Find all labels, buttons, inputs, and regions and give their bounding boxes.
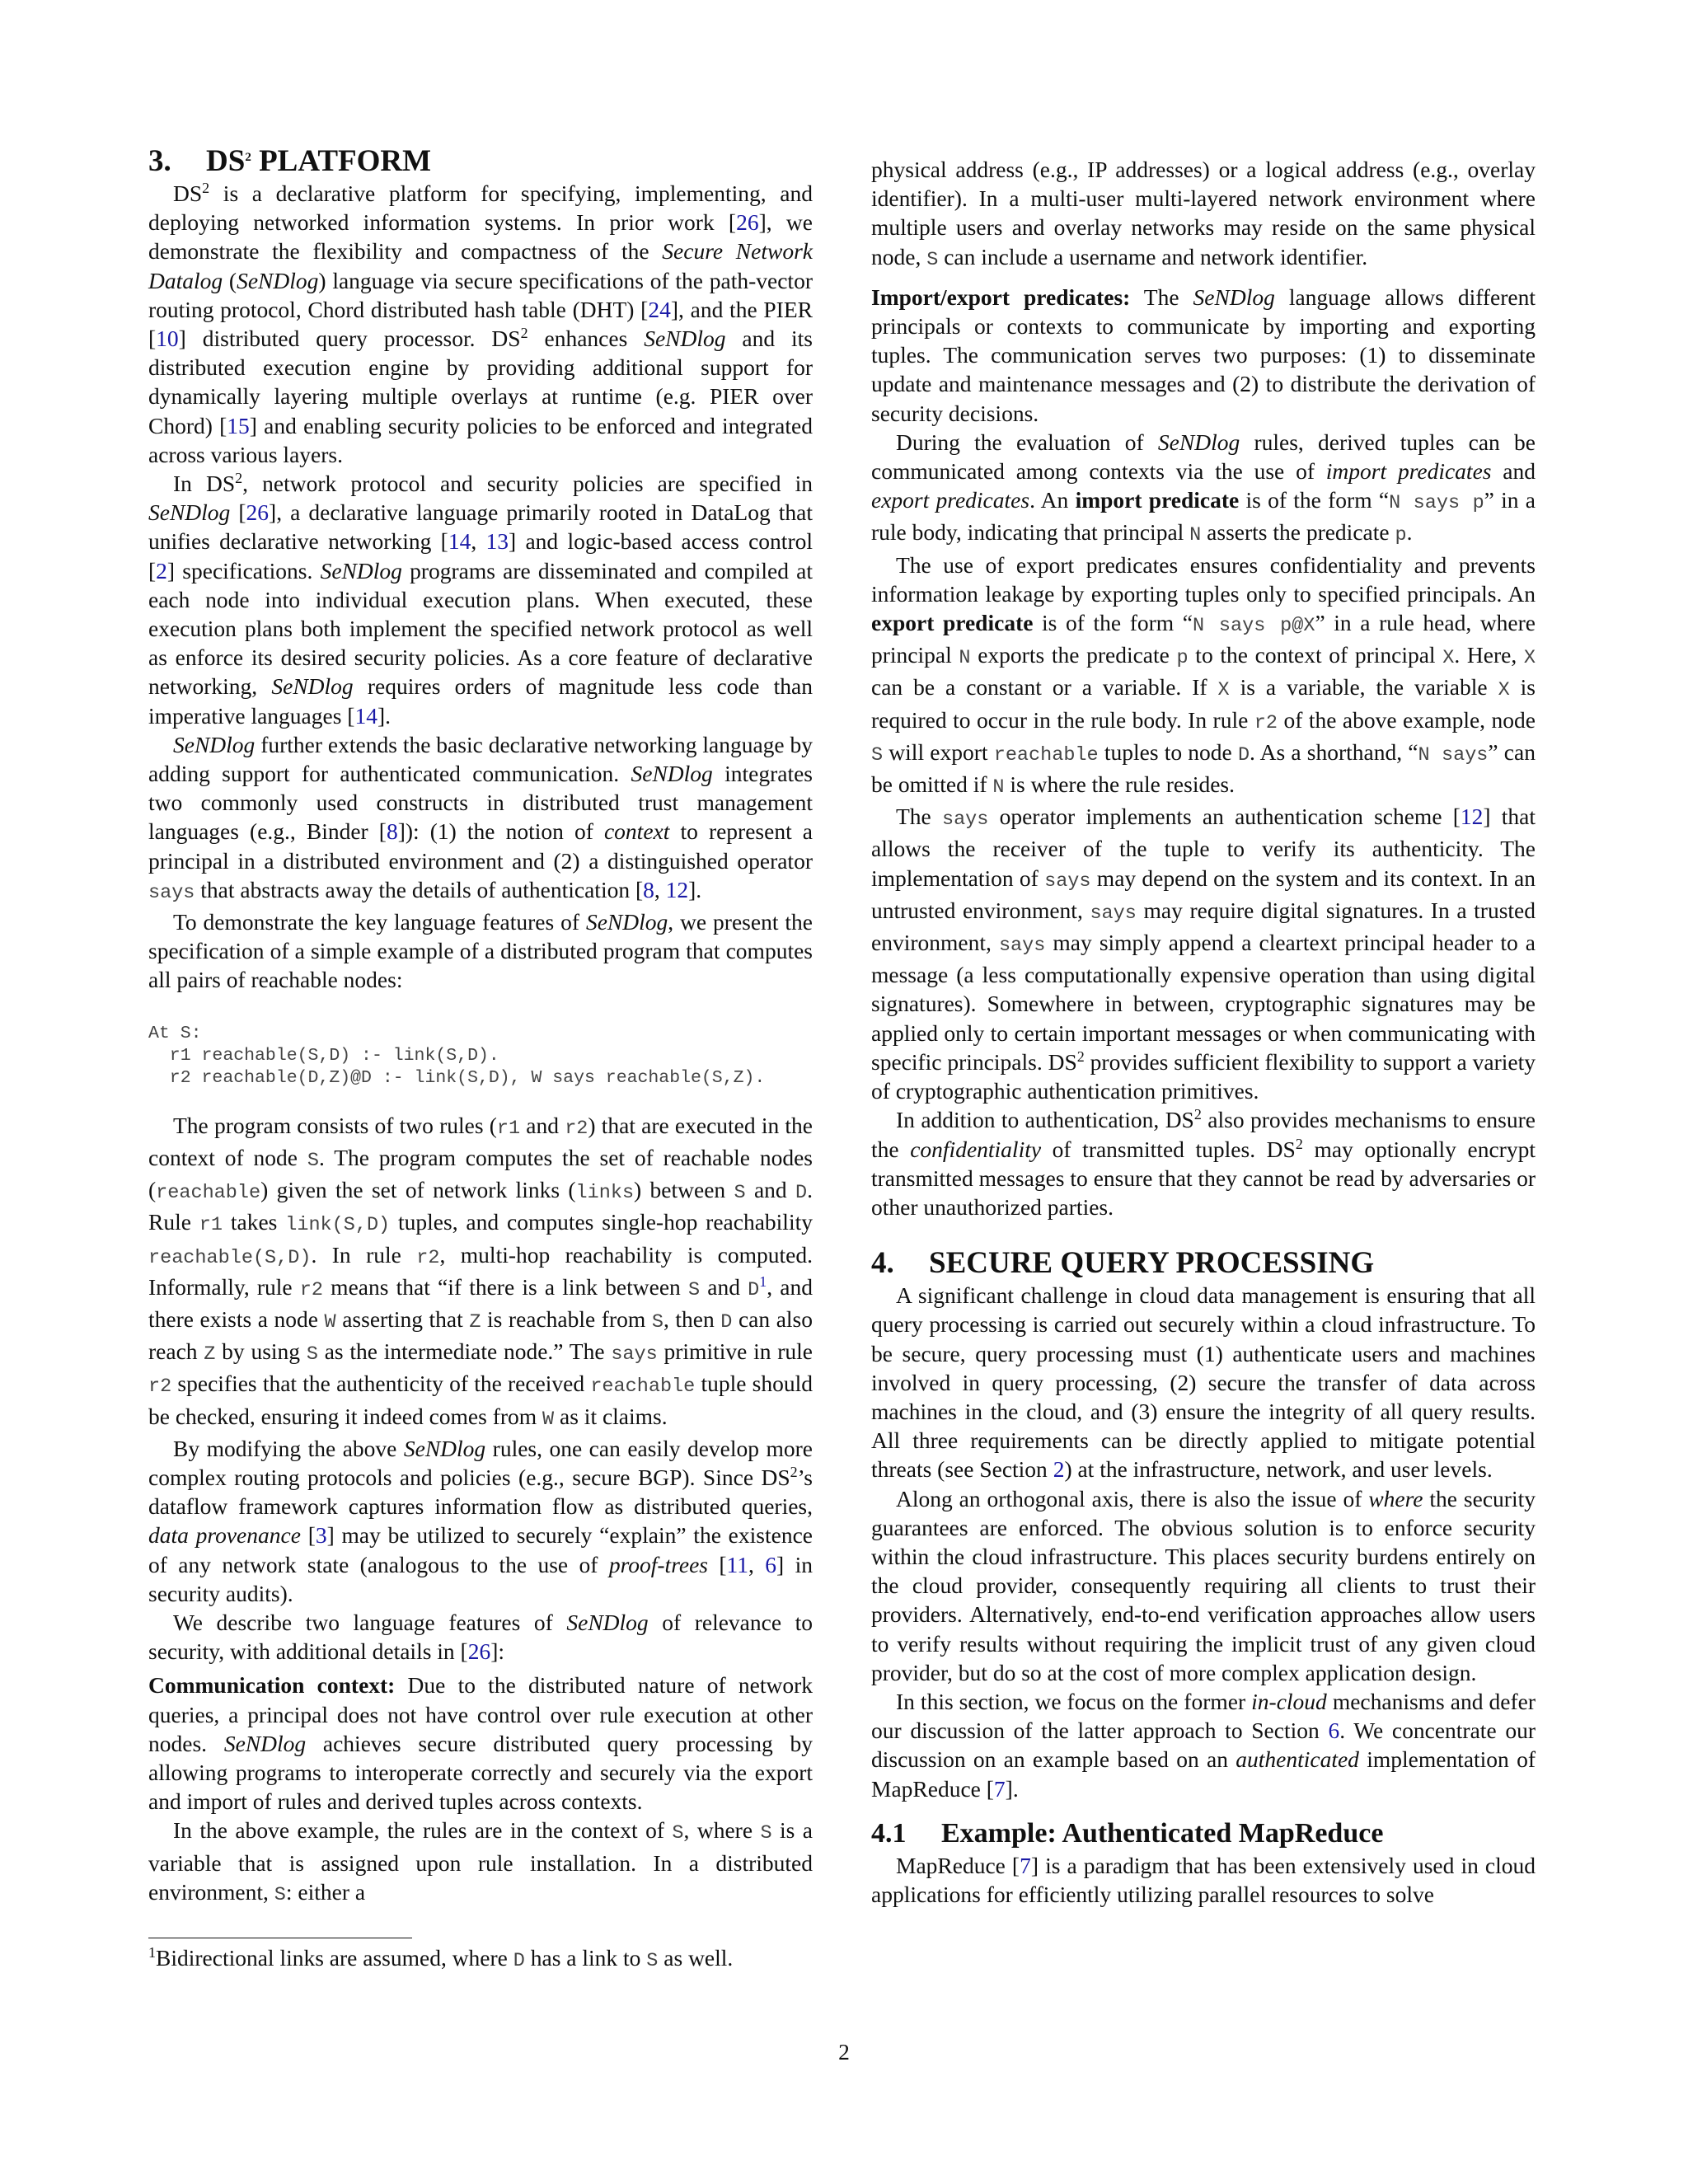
- text-run: rules, derived tuples can be communicated among contexts via the use of: [871, 429, 1536, 485]
- emphasis-text: proof-trees: [608, 1551, 708, 1577]
- right-column: [871, 155, 1536, 1909]
- emphasis-text: SeNDlog: [585, 909, 668, 935]
- text-run: programs are disseminated and compiled at each node into individual execution plans. When executed, these execution plans both implement the specified network protocol as well as enforce its desired security policies. As a core feature of declarative networking,: [148, 557, 813, 700]
- text-run: may depend on the system and its context. In an untrusted environment,: [871, 865, 1536, 923]
- section-title: DS: [206, 144, 246, 178]
- code-inline: S: [646, 1950, 659, 1972]
- text-run: In the above example, the rules are in the context of: [173, 1817, 673, 1844]
- text-run: ) that are executed in the context of node: [148, 1112, 813, 1170]
- code-inline: S: [306, 1343, 318, 1366]
- footnote-link[interactable]: 1: [759, 1272, 767, 1290]
- emphasis-text: SeNDlog: [566, 1609, 649, 1635]
- text-run: and: [1491, 458, 1536, 485]
- text-run: . Rule: [148, 1177, 813, 1235]
- text-run: rules, one can easily develop more complex routing protocols and policies (e.g., secure BGP). Since DS: [148, 1435, 813, 1490]
- code-inline: reachable(S,D): [148, 1246, 312, 1269]
- section-link[interactable]: 6: [1328, 1718, 1340, 1744]
- section-title-rest: PLATFORM: [251, 144, 432, 178]
- code-inline: S: [307, 1149, 319, 1172]
- text-run: , multi-hop reachability is computed. Informally, rule: [148, 1241, 813, 1300]
- citation-link[interactable]: 26: [467, 1638, 491, 1665]
- paragraph: [871, 802, 1536, 1105]
- text-run: ” in a rule body, indicating that principal: [871, 487, 1536, 546]
- text-run: and: [700, 1273, 748, 1300]
- text-run: , then: [663, 1305, 721, 1332]
- citation-link[interactable]: 15: [227, 412, 250, 438]
- paragraph: In $DS^2$, network protocol and security policies are specified in SeNDlog [26], a declarative language primarily rooted in DataLog that unifies declarative networking [14, 13] and logic-based access control [2] specifications. SeNDlog programs are disseminated and compiled at each node into individual execution plans. When executed, these execution plans both implement the specified network protocol as well as enforce its desired security policies. As a core feature of declarative networking, SeNDlog requires orders of magnitude less code than imperative languages [14].: [148, 469, 813, 729]
- emphasis-text: SeNDlog: [1193, 284, 1275, 310]
- paragraph: [148, 1111, 813, 1434]
- code-inline: says: [611, 1343, 658, 1366]
- emphasis-text: SeNDlog: [320, 557, 402, 583]
- citation-link[interactable]: 7: [993, 1775, 1006, 1802]
- text-run: specifies that the authenticity of the received: [171, 1371, 591, 1397]
- paragraph: [871, 283, 1536, 428]
- superscript: 2: [1295, 1135, 1303, 1152]
- text-run: exports the predicate: [970, 642, 1177, 668]
- code-inline: N says p: [1389, 492, 1484, 515]
- text-run: enhances: [528, 326, 645, 352]
- text-run: achieves secure distributed query processing by allowing programs to interoperate correctly and securely via the export and import of rules and derived tuples across contexts.: [148, 1730, 813, 1815]
- text-run: (: [223, 267, 237, 293]
- text-run: of the above example, node: [1278, 706, 1536, 733]
- code-line: r2 reachable(D,Z)@D :- link(S,D), W says reachable(S,Z).: [148, 1067, 766, 1088]
- text-run: is a variable that is assigned upon rule installation. In a distributed environment,: [148, 1817, 813, 1905]
- text-run: is where the rule resides.: [1004, 771, 1236, 798]
- code-inline: N: [992, 776, 1005, 799]
- paragraph: SeNDlog further extends the basic declarative networking language by adding support for authenticated communication. SeNDlog integrates two commonly used constructs in distributed trust management languages (e.g., Binder [8]): (1) the notion of context to represent a principal in a distributed environment and (2) a distinguished operator says that abstracts away the details of authentication [8, 12].: [148, 731, 814, 904]
- text-run: of transmitted tuples. DS: [1041, 1136, 1296, 1162]
- code-inline: reachable: [993, 743, 1099, 766]
- emphasis-text: SeNDlog: [173, 731, 256, 757]
- code-inline: S: [274, 1883, 286, 1906]
- text-run: is reachable from: [481, 1305, 652, 1332]
- text-run: The: [896, 804, 942, 830]
- citation-link[interactable]: 24: [648, 296, 671, 322]
- text-run: ] distributed query processor. DS: [178, 326, 521, 352]
- code-inline: S: [672, 1822, 684, 1845]
- text-run: ) between: [634, 1177, 734, 1203]
- text-run: may optionally encrypt transmitted messages to ensure that they cannot be read by adversaries or other unauthorized parties.: [871, 1136, 1536, 1220]
- text-run: further extends the basic declarative networking language by adding support for authenticated communication.: [148, 731, 813, 787]
- paragraph: [148, 907, 813, 995]
- code-inline: X: [1498, 679, 1510, 702]
- code-inline: S: [651, 1310, 663, 1333]
- text-run: ], we demonstrate the flexibility and compactness of the: [148, 209, 813, 265]
- emphasis-text: SeNDlog: [644, 326, 726, 352]
- emphasis-text: Secure Network Datalog: [148, 238, 813, 293]
- superscript: 2: [1193, 1106, 1202, 1123]
- citation-link[interactable]: 12: [1460, 804, 1484, 830]
- paragraph: [148, 1608, 813, 1666]
- bold-text: Import/export predicates:: [871, 284, 1131, 310]
- code-inline: X: [1442, 647, 1455, 670]
- text-run: .: [1406, 519, 1413, 546]
- text-run: requires orders of magnitude less code than imperative languages [: [148, 673, 813, 729]
- text-run: ] that allows the receiver of the tuple to verify its authenticity. The implementation of: [871, 804, 1536, 891]
- text-run: to the context of principal: [1188, 642, 1443, 668]
- code-inline: r1: [496, 1117, 521, 1140]
- text-run: ) language via secure specifications of the path-vector routing protocol, Chord distributed hash table (DHT) [: [148, 267, 813, 322]
- text-run: ] in security audits).: [148, 1551, 813, 1606]
- emphasis-text: SeNDlog: [631, 761, 713, 787]
- code-inline: D: [795, 1182, 808, 1205]
- text-run: ” in a rule head, where principal: [871, 610, 1536, 668]
- emphasis-text: in-cloud: [1251, 1688, 1327, 1714]
- citation-link[interactable]: 11: [726, 1551, 749, 1577]
- citation-link[interactable]: 12: [665, 876, 689, 902]
- code-inline: S: [734, 1182, 746, 1205]
- paragraph: [871, 1687, 1536, 1803]
- code-block: [148, 1023, 813, 1090]
- paragraph: [148, 1671, 813, 1816]
- text-run: ] may be utilized to securely “explain” the existence of any network state (analogous to the use of: [148, 1522, 813, 1577]
- text-run: . In rule: [311, 1241, 417, 1268]
- paragraph: [148, 1816, 813, 1910]
- code-line: At S:: [148, 1023, 202, 1043]
- text-run: A significant challenge in cloud data management is ensuring that all query processing is carried out securely within a cloud infrastructure. To be secure, query processing must (1) authenticate users and machines involved in query processing, (2) secure the transfer of data across machines in the cloud, and (3) ensure the integrity of all query results. All three requirements can be directly applied to mitigate potential threats (see Section: [871, 1282, 1536, 1483]
- superscript: 2: [202, 179, 210, 196]
- emphasis-text: SeNDlog: [271, 673, 354, 700]
- code-inline: D: [748, 1278, 760, 1301]
- code-inline: links: [575, 1182, 635, 1205]
- code-inline: X: [1217, 679, 1230, 702]
- text-run: ]:: [490, 1638, 505, 1665]
- emphasis-text: SeNDlog: [403, 1435, 486, 1461]
- emphasis-text: SeNDlog: [237, 267, 319, 293]
- code-inline: S: [760, 1822, 772, 1845]
- text-run: as well.: [658, 1945, 734, 1971]
- text-run: . As a shorthand, “: [1250, 738, 1418, 765]
- text-run: Along an orthogonal axis, there is also the issue of: [896, 1485, 1369, 1511]
- code-inline: W: [324, 1310, 336, 1333]
- text-run: In addition to authentication, DS: [896, 1107, 1194, 1133]
- text-run: is required to occur in the rule body. In rule: [871, 674, 1536, 733]
- emphasis-text: SeNDlog: [148, 499, 231, 526]
- text-run: tuples, and computes single-hop reachability: [390, 1209, 813, 1235]
- bold-text: export predicate: [871, 610, 1034, 636]
- text-run: ] and logic-based access control [: [148, 528, 813, 583]
- code-inline: p: [1395, 524, 1407, 547]
- text-run: of relevance to security, with additional details in [: [148, 1609, 813, 1665]
- superscript: 2: [235, 469, 243, 486]
- text-run: tuples to node: [1098, 738, 1238, 765]
- emphasis-text: SeNDlog: [1157, 429, 1240, 455]
- text-run: ] specifications.: [166, 557, 321, 583]
- paragraph: [871, 1281, 1536, 1483]
- citation-link[interactable]: 10: [156, 326, 179, 352]
- text-run: [: [230, 499, 246, 526]
- text-run: may simply append a cleartext principal header to a message (a less computationally expensive operation than using digital signatures). Somewhere in between, cryptographic signatures may be applied only to certain important messages or when communicating with specific principals. DS: [871, 930, 1536, 1075]
- text-run: ], and the PIER [: [148, 296, 813, 352]
- text-run: means that “if there is a link between: [323, 1273, 688, 1300]
- citation-link[interactable]: 14: [354, 702, 377, 729]
- code-inline: W: [542, 1408, 555, 1431]
- text-run: that abstracts away the details of authentication [: [195, 876, 644, 902]
- text-run: During the evaluation of: [896, 429, 1158, 455]
- text-run: provides sufficient flexibility to support a variety of cryptographic authentication primitives.: [871, 1048, 1536, 1104]
- superscript: 1: [148, 1943, 156, 1961]
- text-run: MapReduce [: [896, 1852, 1020, 1878]
- code-inline: N says: [1418, 743, 1489, 766]
- text-run: The: [1130, 284, 1193, 310]
- paragraph: [871, 428, 1536, 551]
- code-inline: link(S,D): [285, 1214, 391, 1237]
- text-run: ] and enabling security policies to be enforced and integrated across various layers.: [148, 412, 813, 467]
- code-inline: D: [720, 1310, 733, 1333]
- code-inline: p: [1176, 647, 1189, 670]
- code-inline: r2: [565, 1117, 588, 1140]
- text-run: the security guarantees are enforced. The obvious solution is to enforce security within the cloud infrastructure. This places security burdens entirely on the cloud provider, consequently requiring all clients to trust their providers. Alternatively, end-to-end verification approaches allow users to verify results without requiring the implicit trust of any given cloud provider, but do so at the cost of more complex application design.: [871, 1485, 1536, 1685]
- continued-text: physical address (e.g., IP addresses) or a logical address (e.g., overlay identifier). In a multi-user multi-layered network environment where multiple users and overlay networks may reside on the same physical node,: [871, 157, 1536, 269]
- text-run: is of the form “: [1033, 610, 1193, 636]
- text-run: We describe two language features of: [173, 1609, 567, 1635]
- paragraph: [871, 1484, 1536, 1687]
- text-run: , network protocol and security policies are specified in: [242, 471, 813, 497]
- text-run: To demonstrate the key language features of: [173, 909, 586, 935]
- citation-link[interactable]: 14: [448, 528, 471, 555]
- bold-text: Communication context:: [148, 1672, 396, 1699]
- text-run: ” can be omitted if: [871, 738, 1536, 798]
- emphasis-text: confidentiality: [910, 1136, 1042, 1162]
- text-run: tuple should be checked, ensuring it indeed comes from: [148, 1371, 813, 1429]
- code-inline: S: [871, 743, 884, 766]
- text-run: ]): (1) the notion of: [397, 818, 604, 845]
- text-run: and: [745, 1177, 796, 1203]
- citation-link[interactable]: 6: [765, 1551, 777, 1577]
- text-run: can include a username and network identifier.: [938, 243, 1368, 269]
- text-run: In this section, we focus on the former: [896, 1688, 1252, 1714]
- section-link[interactable]: 2: [1053, 1456, 1065, 1483]
- bold-text: import predicate: [1075, 487, 1240, 513]
- citation-link[interactable]: 8: [643, 876, 654, 902]
- emphasis-text: import predicates: [1325, 458, 1492, 485]
- paragraph-continuation: [871, 155, 1536, 274]
- text-run: ) given the set of network links (: [260, 1177, 576, 1203]
- section-number: 3.: [148, 144, 171, 178]
- page-number: 2: [838, 2039, 850, 2064]
- text-run: also provides mechanisms to ensure the: [871, 1107, 1536, 1162]
- text-run: as it claims.: [554, 1403, 668, 1429]
- superscript: 2: [790, 1463, 798, 1480]
- text-run: integrates two commonly used constructs in distributed trust management languages (e.g., Binder [: [148, 761, 813, 845]
- code-inline: r2: [299, 1278, 324, 1301]
- text-run: ].: [1005, 1775, 1019, 1802]
- text-run: ) at the infrastructure, network, and user levels.: [1064, 1456, 1493, 1483]
- text-run: , and there exists a node: [148, 1273, 813, 1332]
- text-run: implementation of MapReduce [: [871, 1746, 1536, 1802]
- citation-link[interactable]: 13: [485, 528, 509, 555]
- text-run: [: [708, 1551, 727, 1577]
- code-inline: reachable: [156, 1182, 261, 1205]
- text-run: ] is a paradigm that has been extensively used in cloud applications for efficiently utilizing parallel resources to solve: [871, 1852, 1536, 1907]
- paragraph-continued-text: : either a: [285, 1878, 366, 1905]
- text-run: by using: [215, 1338, 307, 1365]
- paragraph: [148, 179, 813, 469]
- text-run: The use of export predicates ensures confidentiality and prevents information leakage by exporting tuples only to specified principals. An: [871, 551, 1536, 607]
- text-run: mechanisms and defer our discussion of the latter approach to Section: [871, 1688, 1536, 1744]
- code-inline: D: [1237, 743, 1250, 766]
- code-inline: says: [148, 881, 195, 904]
- code-inline: says: [941, 808, 989, 832]
- text-run: is of the form “: [1239, 487, 1390, 513]
- text-run: . An: [1029, 487, 1076, 513]
- citation-link[interactable]: 2: [156, 557, 167, 583]
- text-run: is a variable, the variable: [1229, 674, 1498, 701]
- text-run: Due to the distributed nature of network queries, a principal does not have control over rule execution at other nodes.: [148, 1672, 813, 1756]
- superscript: 2: [520, 324, 528, 341]
- code-inline: says: [1044, 869, 1091, 893]
- emphasis-text: context: [603, 818, 670, 845]
- code-inline: Z: [204, 1343, 216, 1366]
- superscript: 2: [1076, 1047, 1085, 1065]
- text-run: and its distributed execution engine by providing additional support for dynamically layering multiple overlays at runtime (e.g. PIER over Chord) [: [148, 326, 813, 438]
- text-run: is a declarative platform for specifying, implementing, and deploying networked information systems. In prior work [: [148, 180, 813, 236]
- text-run: asserting that: [335, 1305, 470, 1332]
- paragraph: By modifying the above SeNDlog rules, one can easily develop more complex routing protocols and policies (e.g., secure BGP). Since $DS^2’s$ dataflow framework captures information flow as distributed queries, data provenance [3] may be utilized to securely “explain” the existence of any network state (analogous to the use of proof-trees [11, 6] in security audits).: [148, 1435, 813, 1606]
- text-run: DS: [173, 180, 203, 206]
- text-run: takes: [223, 1209, 286, 1235]
- text-run: Bidirectional links are assumed, where: [156, 1945, 513, 1971]
- text-run: can also reach: [148, 1305, 813, 1365]
- code-inline: r2: [148, 1376, 172, 1399]
- paragraph: [871, 551, 1536, 803]
- text-run: asserts the predicate: [1201, 519, 1395, 546]
- code-inline: S: [926, 248, 939, 271]
- text-run: will export: [883, 738, 994, 765]
- text-run: . We concentrate our discussion on an example based on an: [871, 1718, 1536, 1773]
- code-inline: N: [1189, 524, 1202, 547]
- code-inline: N says p@X: [1192, 615, 1315, 638]
- paragraph: [871, 1105, 1536, 1221]
- code-inline: reachable: [590, 1376, 696, 1399]
- code-inline: r2: [416, 1246, 440, 1269]
- text-run: may require digital signatures. In a trusted environment,: [871, 897, 1536, 956]
- text-run: ].: [377, 702, 392, 729]
- citation-link[interactable]: 8: [386, 818, 398, 845]
- text-run: as the intermediate node.” The: [317, 1338, 612, 1365]
- code-inline: r2: [1254, 711, 1278, 734]
- subsection-4-1-heading: 4.1 Example: Authenticated MapReduce: [871, 1817, 1384, 1849]
- section-4-heading: 4. SECURE QUERY PROCESSING: [871, 1246, 1375, 1281]
- text-run: ’s dataflow framework captures information flow as distributed queries,: [148, 1464, 813, 1520]
- code-inline: S: [687, 1278, 701, 1301]
- text-run: ].: [688, 876, 702, 902]
- text-run: operator implements an authentication scheme [: [988, 804, 1461, 830]
- citation-link[interactable]: 7: [1020, 1852, 1031, 1878]
- text-run: language allows different principals or contexts to communicate by importing and exporting tuples. The communication serves two purposes: (1) to disseminate update and maintenance messages and (2) to distribute the derivation of security decisions.: [871, 284, 1536, 426]
- code-inline: r1: [199, 1214, 223, 1237]
- citation-link[interactable]: 26: [736, 209, 759, 236]
- text-run: [: [300, 1522, 316, 1549]
- text-run: has a link to: [524, 1945, 647, 1971]
- code-inline: says: [1090, 902, 1137, 925]
- text-run: . The program computes the set of reachable nodes (: [148, 1144, 813, 1203]
- text-run: . Here,: [1454, 642, 1524, 668]
- superscript: 2: [245, 151, 251, 164]
- paragraph: [871, 1851, 1536, 1909]
- emphasis-text: export predicates: [871, 487, 1030, 513]
- code-inline: Z: [469, 1310, 481, 1333]
- footnote: [148, 1943, 813, 1975]
- text-run: In DS: [173, 471, 236, 497]
- code-inline: D: [513, 1950, 525, 1972]
- text-run: , we present the specification of a simple example of a distributed program that computes all pairs of reachable nodes:: [148, 909, 813, 993]
- section-3-heading: [148, 144, 813, 179]
- text-run: can be a constant or a variable. If: [871, 674, 1218, 701]
- code-inline: X: [1523, 647, 1536, 670]
- emphasis-text: data provenance: [148, 1522, 301, 1549]
- text-run: The program consists of two rules (: [173, 1112, 497, 1138]
- text-run: ], a declarative language primarily rooted in DataLog that unifies declarative networking [: [148, 499, 813, 555]
- emphasis-text: SeNDlog: [223, 1730, 307, 1756]
- citation-link[interactable]: 26: [246, 499, 270, 526]
- emphasis-text: where: [1368, 1485, 1423, 1511]
- text-run: and: [520, 1112, 565, 1138]
- code-inline: says: [998, 935, 1046, 958]
- text-run: , where: [683, 1817, 761, 1844]
- left-column: [148, 144, 813, 1910]
- code-line: r1 reachable(S,D) :- link(S,D).: [148, 1045, 499, 1066]
- footnote-area: [148, 1938, 813, 1975]
- emphasis-text: authenticated: [1236, 1746, 1359, 1773]
- text-run: By modifying the above: [173, 1435, 404, 1461]
- text-run: to represent a principal in a distributed environment and (2) a distinguished operator: [148, 818, 814, 874]
- code-inline: N: [959, 647, 971, 670]
- text-run: primitive in rule: [657, 1338, 814, 1365]
- citation-link[interactable]: 3: [315, 1522, 327, 1549]
